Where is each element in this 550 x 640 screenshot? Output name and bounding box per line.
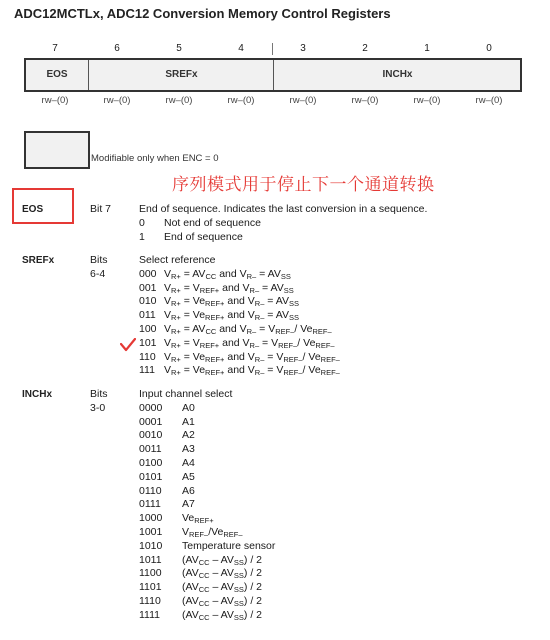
srefx-value-row: 010 $V_{R+} = Ve_{REF+}$ and $V_{R-} = AV_{SS}$ [139, 295, 300, 309]
inchx-code: 1000 [139, 512, 163, 525]
inchx-subscript: REF– [223, 529, 243, 539]
access-label: rw–(0) [103, 95, 131, 106]
inchx-value-row [139, 554, 275, 568]
access-label: rw–(0) [165, 95, 193, 106]
vr-minus-source: AV [275, 309, 290, 322]
inchx-code: 1100 [139, 567, 162, 580]
eos-value-row [139, 231, 427, 245]
inchx-channel-part: ) / 2 [243, 567, 263, 580]
eos-description: End of sequence. Indicates the last conversion in a sequence. [139, 203, 428, 215]
inchx-channel: (AV [182, 567, 199, 580]
vr-plus-source: AV [192, 267, 206, 280]
bits-range: 3-0 [90, 401, 106, 414]
inchx-channel: A2 [182, 429, 195, 442]
access-label: rw–(0) [289, 95, 317, 106]
inchx-value-row [139, 540, 275, 554]
vr-minus-subscript: SS [289, 299, 300, 309]
inchx-channel: A6 [182, 484, 195, 497]
inchx-subscript: CC [198, 612, 210, 622]
inchx-channel: (AV [182, 553, 199, 566]
inchx-code: 0111 [139, 498, 161, 511]
srefx-value-list [139, 268, 340, 378]
inchx-value-row [139, 402, 275, 416]
inchx-channel: (AV [182, 581, 199, 594]
inchx-channel-part: ) / 2 [243, 608, 263, 621]
inchx-value-row [139, 567, 275, 581]
section-bits-eos: Bit 7 [90, 203, 112, 215]
vr-plus-source: Ve [192, 295, 206, 308]
vr-minus-alt-source: Ve [308, 350, 321, 363]
vr-minus-source: AV [275, 295, 290, 308]
inchx-subscript: CC [198, 571, 210, 581]
srefx-value-row: 110 $V_{R+} = Ve_{REF+}$ and $V_{R-} = V_{REF-}/$ $Ve_{REF-}$ [139, 350, 340, 364]
section-body-srefx [139, 254, 340, 378]
vr-minus-alt-subscript: REF– [320, 368, 340, 378]
srefx-code: 010 [139, 295, 157, 308]
inchx-channel: Ve [182, 512, 195, 525]
inchx-subscript: REF+ [194, 516, 214, 526]
register-diagram [24, 58, 522, 92]
inchx-code: 1011 [139, 553, 162, 566]
bit-number: 6 [114, 43, 120, 54]
bit-number-row [24, 43, 520, 57]
vr-plus-subscript: CC [205, 326, 217, 336]
vr-minus-alt-source: Ve [303, 336, 316, 349]
srefx-header: Select reference [139, 254, 216, 266]
access-label: rw–(0) [413, 95, 441, 106]
inchx-subscript: CC [198, 557, 210, 567]
inchx-value-row [139, 443, 275, 457]
bit-number: 1 [424, 43, 430, 54]
field-inchx: INCHx [273, 60, 521, 90]
bit-number: 0 [486, 43, 492, 54]
inchx-channel-part: ) / 2 [243, 581, 263, 594]
vr-minus-alt-subscript: REF– [315, 340, 335, 350]
srefx-code: 111 [139, 364, 155, 377]
vr-minus-alt-source: Ve [308, 364, 321, 377]
legend-text: Modifiable only when ENC = 0 [91, 153, 219, 164]
eos-code: 1 [139, 230, 145, 243]
vr-plus-source: AV [192, 322, 206, 335]
inchx-code: 0011 [139, 443, 162, 456]
vr-minus-alt-subscript: REF– [312, 326, 332, 336]
srefx-value-row: 011 $V_{R+} = Ve_{REF+}$ and $V_{R-} = AV_{SS}$ [139, 309, 300, 323]
inchx-code: 0101 [139, 470, 163, 483]
srefx-code: 110 [139, 350, 156, 363]
vr-minus-source: V [276, 350, 284, 363]
inchx-channel: A7 [182, 498, 195, 511]
section-body-eos [139, 203, 427, 244]
vr-plus-subscript: REF+ [205, 313, 225, 323]
inchx-code: 0000 [139, 401, 163, 414]
inchx-subscript: CC [198, 585, 210, 595]
vr-minus-alt-subscript: REF– [320, 354, 340, 364]
access-row [24, 95, 520, 109]
bit-number: 3 [300, 43, 306, 54]
inchx-code: 0001 [139, 415, 163, 428]
inchx-value-row [139, 512, 275, 526]
inchx-subscript: REF– [189, 529, 209, 539]
inchx-channel-part: – AV [209, 567, 234, 580]
inchx-code: 0110 [139, 484, 162, 497]
vr-minus-subscript: SS [280, 271, 291, 281]
handwritten-annotation: 序列模式用于停止下一个通道转换 [172, 175, 435, 194]
inchx-value-list [139, 402, 275, 623]
inchx-channel-part: – AV [209, 594, 234, 607]
field-srefx: SREFx [88, 60, 274, 90]
inchx-subscript: SS [233, 585, 244, 595]
inchx-header: Input channel select [139, 388, 233, 400]
srefx-value-row: 000 $V_{R+} = AV_{CC}$ and $V_{R-} = AV_{SS}$ [139, 267, 291, 281]
vr-minus-source: V [268, 322, 276, 335]
vr-plus-source: V [192, 336, 200, 349]
inchx-value-row [139, 471, 275, 485]
section-bits-inchx [90, 388, 108, 416]
vr-plus-source: Ve [192, 309, 206, 322]
vr-plus-subscript: CC [205, 271, 217, 281]
inchx-subscript: SS [233, 571, 244, 581]
inchx-channel-part: – AV [209, 553, 234, 566]
eos-text: End of sequence [164, 230, 243, 243]
eos-code: 0 [139, 216, 145, 229]
field-eos: EOS [46, 69, 68, 80]
inchx-channel-part: /Ve [208, 525, 224, 538]
srefx-code: 001 [139, 281, 157, 294]
inchx-code: 1101 [139, 581, 162, 594]
vr-plus-subscript: REF+ [205, 354, 225, 364]
inchx-value-row [139, 581, 275, 595]
section-name-srefx: SREFx [22, 255, 55, 266]
vr-minus-source: AV [270, 281, 284, 294]
access-label: rw–(0) [41, 95, 69, 106]
access-label: rw–(0) [351, 95, 379, 106]
inchx-subscript: CC [198, 598, 210, 608]
vr-plus-source: Ve [192, 350, 206, 363]
bit-number: 5 [176, 43, 182, 54]
inchx-channel: A1 [182, 415, 195, 428]
inchx-subscript: SS [233, 557, 244, 567]
vr-plus-source: V [192, 281, 200, 294]
inchx-channel: Temperature sensor [182, 539, 276, 552]
srefx-value-row: 001 $V_{R+} = V_{REF+}$ and $V_{R-} = AV_{SS}$ [139, 281, 294, 295]
inchx-channel: (AV [182, 608, 199, 621]
vr-minus-subscript: SS [289, 313, 300, 323]
bits-label: Bits [90, 388, 108, 400]
vr-plus-subscript: REF+ [205, 368, 225, 378]
inchx-channel-part: ) / 2 [243, 594, 263, 607]
bits-label: Bits [90, 254, 108, 266]
inchx-code: 1111 [139, 608, 161, 621]
inchx-subscript: SS [233, 598, 244, 608]
srefx-code: 100 [139, 322, 157, 335]
inchx-code: 1001 [139, 525, 163, 538]
vr-minus-alt-source: Ve [300, 322, 313, 335]
inchx-value-row [139, 609, 275, 623]
srefx-code: 011 [139, 309, 156, 322]
eos-value-row [139, 217, 427, 231]
srefx-code: 101 [139, 336, 157, 349]
vr-plus-subscript: REF+ [199, 340, 220, 350]
inchx-channel: (AV [182, 594, 199, 607]
access-label: rw–(0) [227, 95, 255, 106]
inchx-value-row [139, 457, 275, 471]
vr-plus-source: Ve [192, 364, 206, 377]
inchx-code: 0100 [139, 456, 163, 469]
vr-minus-subscript: REF– [283, 368, 303, 378]
register-title: ADC12MCTLx, ADC12 Conversion Memory Control Registers [14, 6, 391, 21]
inchx-code: 1110 [139, 594, 161, 607]
inchx-channel-part: ) / 2 [243, 553, 263, 566]
inchx-value-row [139, 429, 275, 443]
bit-number: 4 [238, 43, 244, 54]
section-bits-srefx [90, 254, 108, 282]
inchx-channel: V [182, 525, 190, 538]
inchx-channel: A4 [182, 456, 195, 469]
inchx-value-row [139, 416, 275, 430]
srefx-value-row: 101 $V_{R+} = V_{REF+}$ and $V_{R-} = V_{REF-}/$ $Ve_{REF-}$ [139, 336, 335, 350]
vr-minus-subscript: REF– [275, 326, 295, 336]
inchx-code: 0010 [139, 429, 163, 442]
inchx-value-row [139, 595, 275, 609]
inchx-channel-part: – AV [209, 608, 234, 621]
bit-number: 7 [52, 43, 58, 54]
bits-range: 6-4 [90, 267, 106, 280]
legend-swatch [24, 131, 90, 169]
vr-plus-subscript: REF+ [205, 299, 225, 309]
section-body-inchx [139, 388, 275, 623]
inchx-value-row [139, 526, 275, 540]
inchx-subscript: SS [233, 612, 244, 622]
inchx-code: 1010 [139, 539, 163, 552]
inchx-channel: A5 [182, 470, 195, 483]
vr-minus-subscript: REF– [278, 340, 298, 350]
section-name-eos: EOS [22, 204, 44, 215]
vr-minus-subscript: REF– [283, 354, 303, 364]
srefx-value-row: 111 $V_{R+} = Ve_{REF+}$ and $V_{R-} = V_{REF-}/$ $Ve_{REF-}$ [139, 364, 340, 378]
vr-minus-source: V [276, 364, 284, 377]
checkmark-icon [120, 338, 136, 352]
access-label: rw–(0) [475, 95, 503, 106]
eos-text: Not end of sequence [164, 216, 261, 229]
inchx-value-row [139, 485, 275, 499]
vr-minus-source: AV [267, 267, 281, 280]
bit-number: 2 [362, 43, 368, 54]
srefx-value-row: 100 $V_{R+} = AV_{CC}$ and $V_{R-} = V_{REF-}/$ $Ve_{REF-}$ [139, 322, 332, 336]
vr-minus-subscript: SS [283, 285, 294, 295]
srefx-code: 000 [139, 267, 157, 280]
vr-minus-source: V [271, 336, 279, 349]
inchx-channel-part: – AV [209, 581, 234, 594]
inchx-channel: A3 [182, 443, 195, 456]
inchx-value-row [139, 498, 275, 512]
section-name-inchx: INCHx [22, 389, 53, 400]
vr-plus-subscript: REF+ [199, 285, 220, 295]
inchx-channel: A0 [182, 401, 195, 414]
